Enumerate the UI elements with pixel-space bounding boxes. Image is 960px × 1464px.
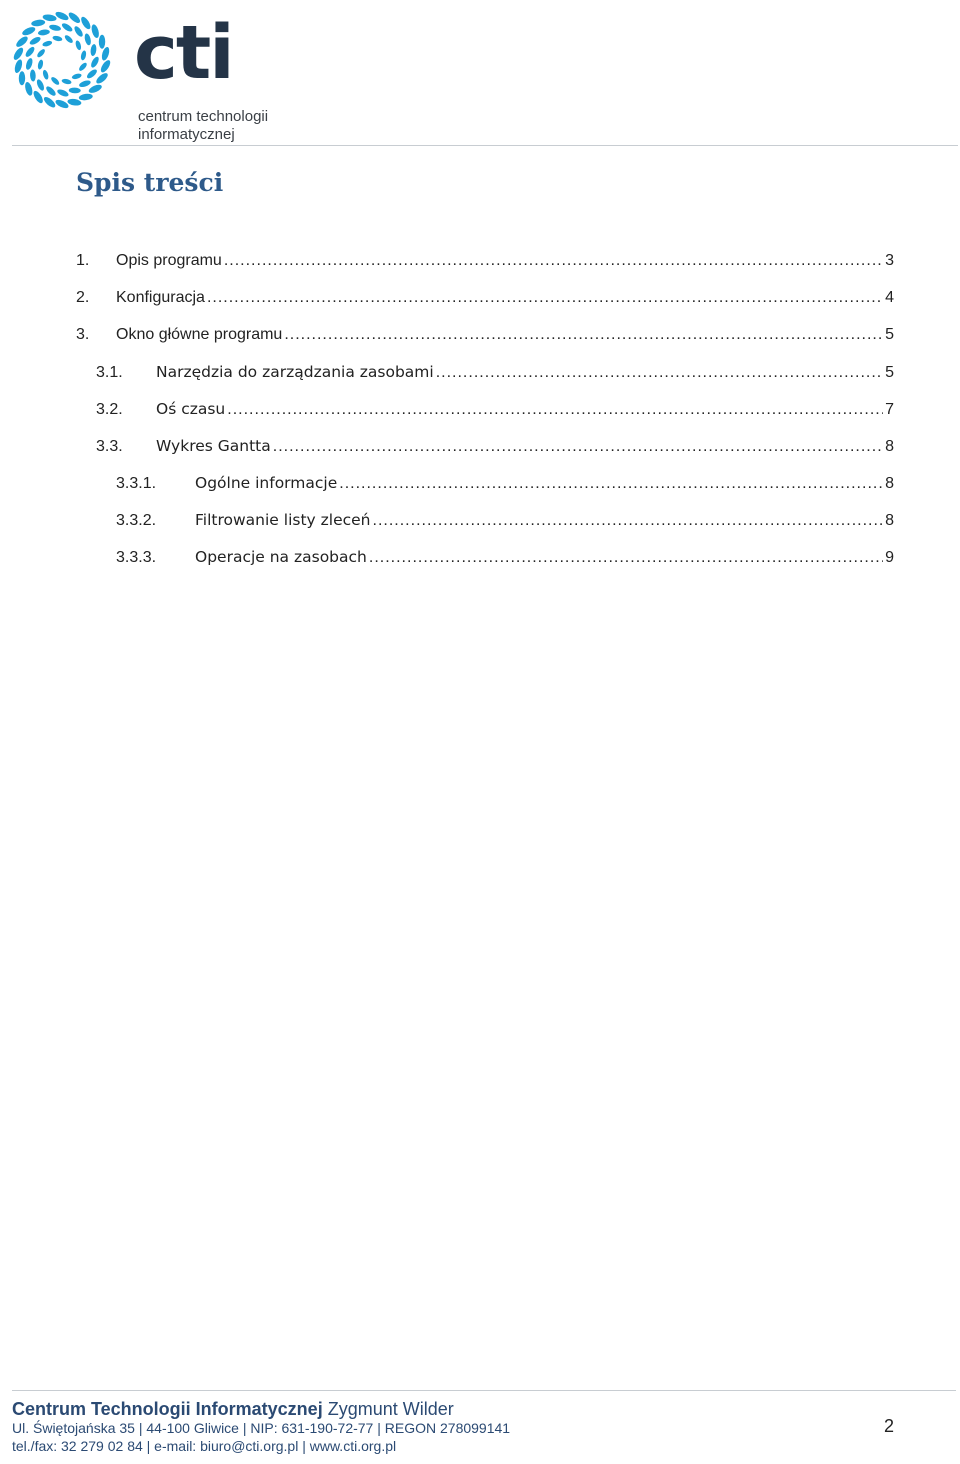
toc-leader-dots xyxy=(369,549,883,567)
toc-number: 3.1. xyxy=(96,364,123,381)
toc-page-number: 8 xyxy=(885,475,894,492)
toc-entry-title: Operacje na zasobach xyxy=(195,548,367,566)
toc-entry-title: Okno główne programu xyxy=(116,326,283,343)
toc-leader-dots xyxy=(227,401,883,419)
brand-name: cti xyxy=(134,10,233,96)
toc-leader-dots xyxy=(224,252,883,270)
toc-page-number: 5 xyxy=(885,364,894,381)
toc-number: 3.3.2. xyxy=(116,512,157,529)
footer-contact: tel./fax: 32 279 02 84 | e-mail: biuro@cti.org.pl | www.cti.org.pl xyxy=(12,1438,397,1454)
toc-title: Spis treści xyxy=(76,168,224,197)
toc-number: 3. xyxy=(76,326,90,343)
header-divider xyxy=(12,145,958,146)
toc-entry-title: Opis programu xyxy=(116,252,222,269)
toc-entry[interactable] xyxy=(96,363,894,389)
toc-leader-dots xyxy=(273,438,883,456)
toc-entry[interactable] xyxy=(96,400,894,426)
toc-page-number: 8 xyxy=(885,512,894,529)
brand-subtitle-line2: informatycznej xyxy=(138,126,235,143)
toc-entry[interactable] xyxy=(116,511,894,537)
footer-company-bold: Centrum Technologii Informatycznej xyxy=(12,1399,323,1419)
toc-entry-title: Ogólne informacje xyxy=(195,474,338,492)
toc-number: 3.2. xyxy=(96,401,123,418)
footer-company-name xyxy=(12,1399,454,1420)
toc-entry[interactable] xyxy=(76,289,894,315)
toc-entry[interactable] xyxy=(116,548,894,574)
toc-entry[interactable] xyxy=(76,252,894,278)
toc-leader-dots xyxy=(436,364,883,382)
toc-entry-title: Oś czasu xyxy=(156,400,226,418)
footer-address: Ul. Świętojańska 35 | 44-100 Gliwice | NIP: 631-190-72-77 | REGON 278099141 xyxy=(12,1420,511,1436)
toc-page-number: 5 xyxy=(885,326,894,343)
footer-divider xyxy=(12,1390,956,1391)
toc-page-number: 9 xyxy=(885,549,894,566)
toc-leader-dots xyxy=(339,475,883,493)
brand-subtitle-line1: centrum technologii xyxy=(138,108,269,125)
toc-page-number: 3 xyxy=(885,252,894,269)
toc-entry-title: Wykres Gantta xyxy=(156,437,271,455)
page-number: 2 xyxy=(883,1416,894,1436)
toc-leader-dots xyxy=(373,512,884,530)
toc-number: 3.3.3. xyxy=(116,549,157,566)
toc-page-number: 7 xyxy=(885,401,894,418)
cti-circular-logo-icon xyxy=(10,8,114,112)
toc-number: 1. xyxy=(76,252,90,269)
toc-page-number: 4 xyxy=(885,289,894,306)
footer-company-owner: Zygmunt Wilder xyxy=(322,1399,454,1419)
cti-logo xyxy=(10,8,270,143)
toc-number: 2. xyxy=(76,289,90,306)
toc-page-number: 8 xyxy=(885,438,894,455)
toc-leader-dots xyxy=(207,289,883,307)
toc-number: 3.3.1. xyxy=(116,475,157,492)
toc-entry-title: Filtrowanie listy zleceń xyxy=(195,511,371,529)
toc-entry[interactable] xyxy=(96,437,894,463)
toc-entry[interactable] xyxy=(116,474,894,500)
toc-entry[interactable] xyxy=(76,326,894,352)
toc-number: 3.3. xyxy=(96,438,123,455)
toc-leader-dots xyxy=(284,326,883,344)
toc-entry-title: Narzędzia do zarządzania zasobami xyxy=(156,363,434,381)
toc-entry-title: Konfiguracja xyxy=(116,289,205,306)
